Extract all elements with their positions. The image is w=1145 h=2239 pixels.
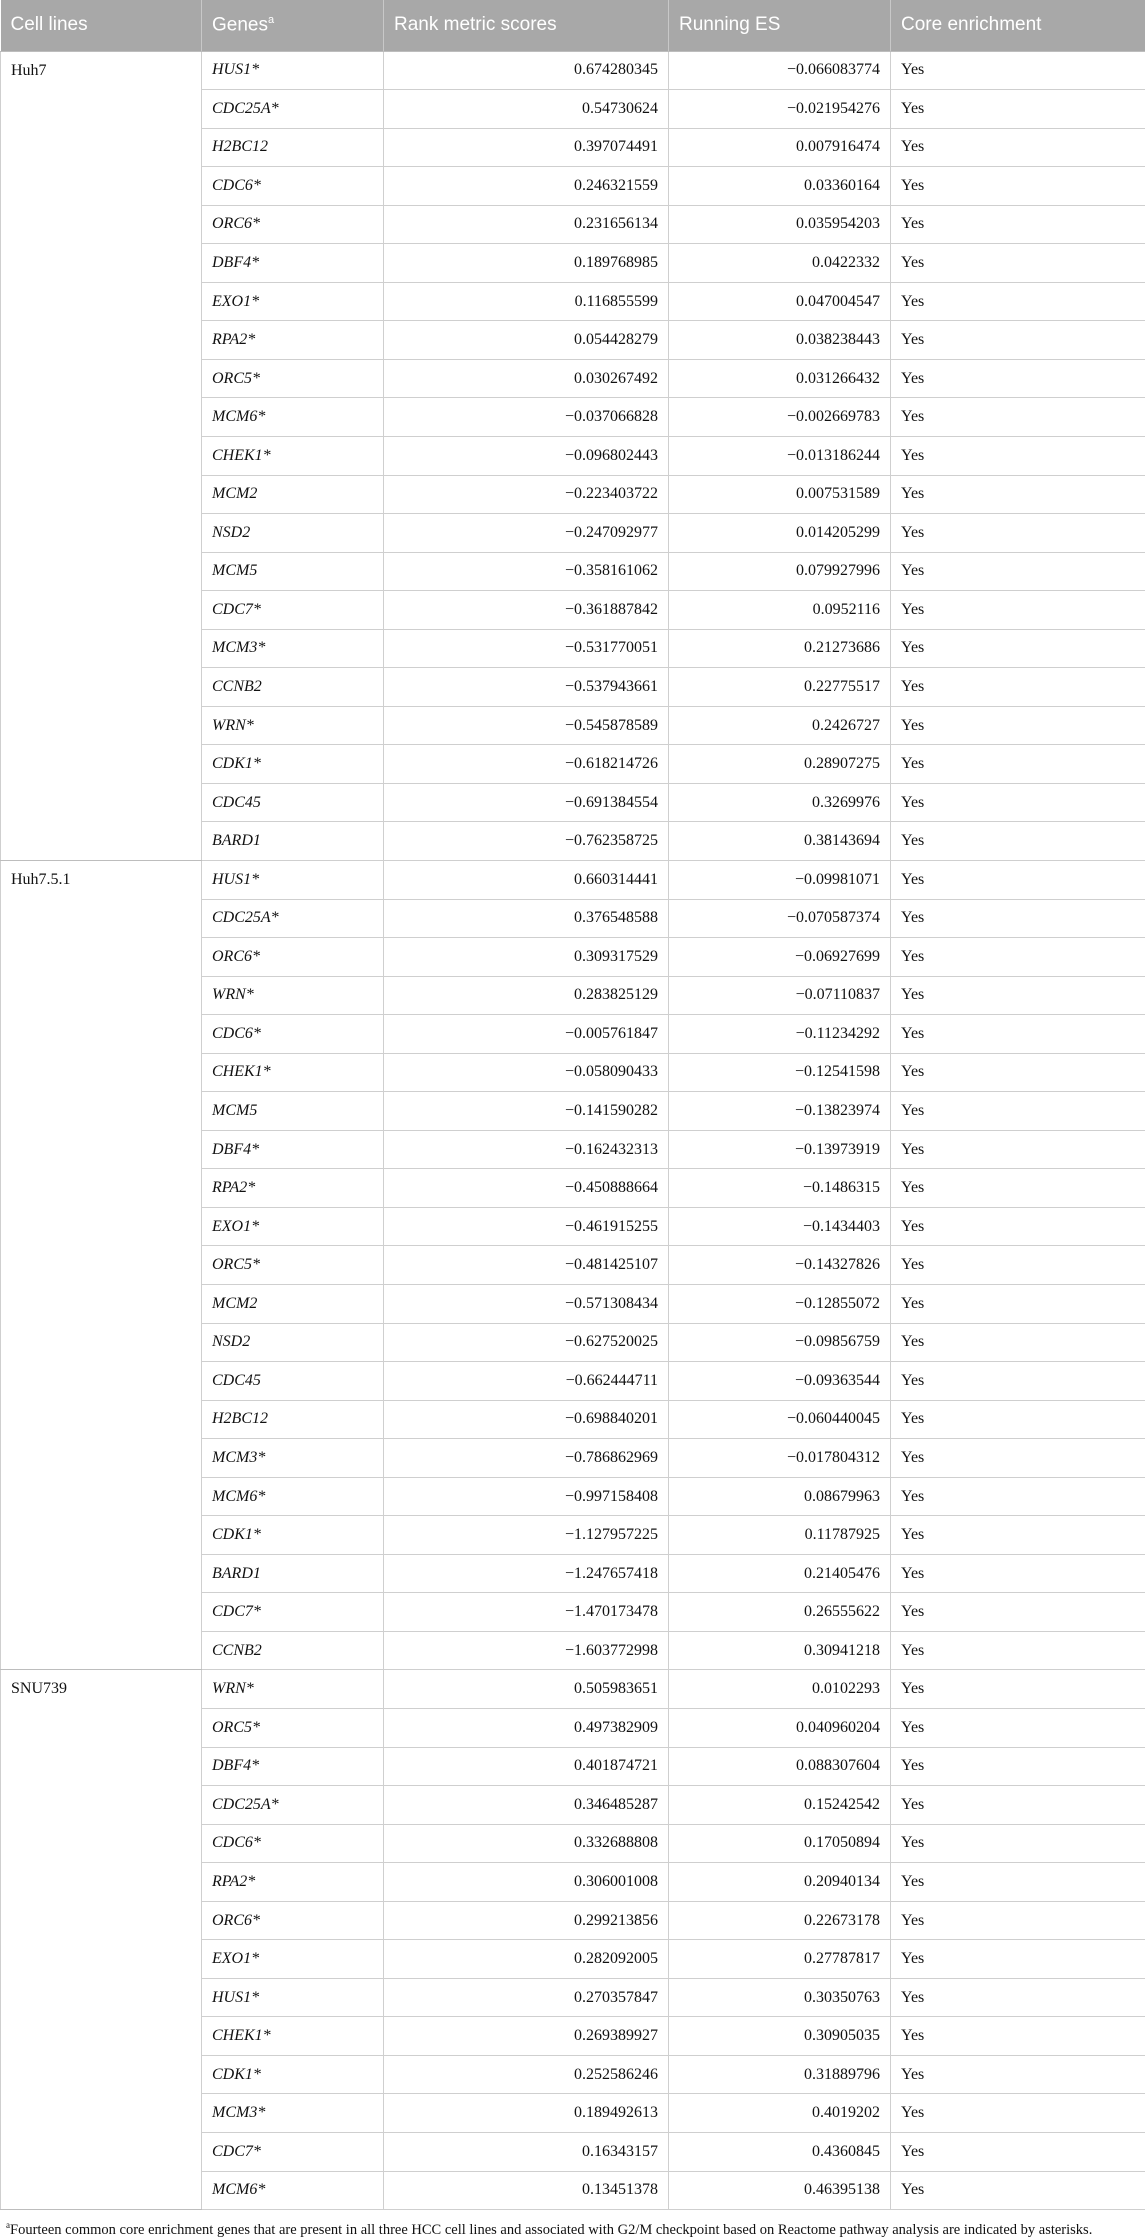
gene-cell: H2BC12 [202, 128, 384, 167]
running-es-cell: 0.21273686 [669, 629, 891, 668]
rank-metric-score-cell: 0.246321559 [384, 167, 669, 206]
rank-metric-score-cell: 0.16343157 [384, 2133, 669, 2172]
running-es-cell: −0.060440045 [669, 1400, 891, 1439]
core-enrichment-cell: Yes [891, 90, 1145, 129]
core-enrichment-cell: Yes [891, 668, 1145, 707]
core-enrichment-cell: Yes [891, 1670, 1145, 1709]
gene-cell: CDK1* [202, 1516, 384, 1555]
table-row [1, 1670, 1145, 1709]
gene-cell: ORC6* [202, 1901, 384, 1940]
running-es-cell: −0.09981071 [669, 860, 891, 899]
gene-cell: ORC5* [202, 359, 384, 398]
running-es-cell: −0.013186244 [669, 436, 891, 475]
gene-cell: MCM6* [202, 1477, 384, 1516]
running-es-cell: 0.21405476 [669, 1554, 891, 1593]
running-es-cell: 0.0952116 [669, 591, 891, 630]
running-es-cell: 0.28907275 [669, 745, 891, 784]
rank-metric-score-cell: 0.306001008 [384, 1863, 669, 1902]
running-es-cell: 0.035954203 [669, 205, 891, 244]
gene-cell: ORC5* [202, 1709, 384, 1748]
running-es-cell: 0.22775517 [669, 668, 891, 707]
header-core-enrichment [891, 0, 1145, 51]
table-header [1, 0, 1145, 51]
running-es-cell: −0.14327826 [669, 1246, 891, 1285]
running-es-cell: −0.13973919 [669, 1130, 891, 1169]
gene-cell: DBF4* [202, 1747, 384, 1786]
core-enrichment-cell: Yes [891, 1130, 1145, 1169]
core-enrichment-cell: Yes [891, 282, 1145, 321]
running-es-cell: 0.4019202 [669, 2094, 891, 2133]
running-es-cell: 0.27787817 [669, 1940, 891, 1979]
core-enrichment-cell: Yes [891, 1709, 1145, 1748]
core-enrichment-cell: Yes [891, 321, 1145, 360]
rank-metric-score-cell: 0.505983651 [384, 1670, 669, 1709]
core-enrichment-cell: Yes [891, 1901, 1145, 1940]
running-es-cell: −0.1486315 [669, 1169, 891, 1208]
core-enrichment-cell: Yes [891, 2133, 1145, 2172]
cell-line-label: SNU739 [1, 1670, 202, 2210]
running-es-cell: −0.07110837 [669, 976, 891, 1015]
running-es-cell: 0.31889796 [669, 2055, 891, 2094]
gene-cell: WRN* [202, 1670, 384, 1709]
core-enrichment-cell: Yes [891, 1940, 1145, 1979]
gene-cell: CDC7* [202, 591, 384, 630]
running-es-cell: 0.46395138 [669, 2171, 891, 2210]
running-es-cell: 0.08679963 [669, 1477, 891, 1516]
header-core-label: Core enrichment [901, 14, 1041, 35]
core-enrichment-cell: Yes [891, 1747, 1145, 1786]
running-es-cell: −0.12855072 [669, 1285, 891, 1324]
gene-cell: CCNB2 [202, 1631, 384, 1670]
core-enrichment-cell: Yes [891, 1824, 1145, 1863]
gene-cell: ORC6* [202, 205, 384, 244]
rank-metric-score-cell: −0.997158408 [384, 1477, 669, 1516]
gene-cell: CDC45 [202, 783, 384, 822]
table-footnote [0, 2210, 1145, 2239]
core-enrichment-cell: Yes [891, 514, 1145, 553]
header-cell-lines-label: Cell lines [11, 14, 88, 35]
gene-cell: HUS1* [202, 860, 384, 899]
core-enrichment-cell: Yes [891, 2017, 1145, 2056]
rank-metric-score-cell: 0.497382909 [384, 1709, 669, 1748]
gene-cell: CDC25A* [202, 1786, 384, 1825]
core-enrichment-cell: Yes [891, 398, 1145, 437]
gene-cell: HUS1* [202, 1978, 384, 2017]
gene-cell: HUS1* [202, 51, 384, 90]
running-es-cell: 0.014205299 [669, 514, 891, 553]
running-es-cell: −0.017804312 [669, 1439, 891, 1478]
rank-metric-score-cell: −0.545878589 [384, 706, 669, 745]
footnote-marker: a [6, 2220, 10, 2230]
running-es-cell: 0.047004547 [669, 282, 891, 321]
gene-cell: DBF4* [202, 1130, 384, 1169]
gene-cell: ORC6* [202, 938, 384, 977]
gene-cell: MCM2 [202, 1285, 384, 1324]
rank-metric-score-cell: 0.660314441 [384, 860, 669, 899]
rank-metric-score-cell: 0.270357847 [384, 1978, 669, 2017]
running-es-cell: −0.021954276 [669, 90, 891, 129]
core-enrichment-cell: Yes [891, 475, 1145, 514]
running-es-cell: −0.066083774 [669, 51, 891, 90]
running-es-cell: 0.007916474 [669, 128, 891, 167]
core-enrichment-cell: Yes [891, 629, 1145, 668]
rank-metric-score-cell: 0.674280345 [384, 51, 669, 90]
core-enrichment-cell: Yes [891, 2171, 1145, 2210]
running-es-cell: 0.30350763 [669, 1978, 891, 2017]
core-enrichment-cell: Yes [891, 1246, 1145, 1285]
running-es-cell: 0.17050894 [669, 1824, 891, 1863]
rank-metric-score-cell: −0.358161062 [384, 552, 669, 591]
core-enrichment-cell: Yes [891, 2094, 1145, 2133]
running-es-cell: −0.11234292 [669, 1015, 891, 1054]
gene-cell: CDC7* [202, 2133, 384, 2172]
rank-metric-score-cell: −0.762358725 [384, 822, 669, 861]
rank-metric-score-cell: −0.450888664 [384, 1169, 669, 1208]
header-cell-lines [1, 0, 202, 51]
rank-metric-score-cell: −0.481425107 [384, 1246, 669, 1285]
table-body [1, 51, 1145, 2210]
running-es-cell: 0.30905035 [669, 2017, 891, 2056]
core-enrichment-cell: Yes [891, 51, 1145, 90]
core-enrichment-cell: Yes [891, 1786, 1145, 1825]
rank-metric-score-cell: −0.141590282 [384, 1092, 669, 1131]
rank-metric-score-cell: 0.54730624 [384, 90, 669, 129]
gene-cell: H2BC12 [202, 1400, 384, 1439]
table-row [1, 51, 1145, 90]
gene-cell: MCM3* [202, 629, 384, 668]
gene-cell: WRN* [202, 706, 384, 745]
gene-cell: WRN* [202, 976, 384, 1015]
gene-cell: NSD2 [202, 514, 384, 553]
running-es-cell: 0.38143694 [669, 822, 891, 861]
gene-cell: CDC25A* [202, 90, 384, 129]
core-enrichment-cell: Yes [891, 1439, 1145, 1478]
gene-cell: CHEK1* [202, 2017, 384, 2056]
running-es-cell: −0.06927699 [669, 938, 891, 977]
gene-cell: RPA2* [202, 321, 384, 360]
core-enrichment-cell: Yes [891, 1169, 1145, 1208]
rank-metric-score-cell: −0.698840201 [384, 1400, 669, 1439]
core-enrichment-cell: Yes [891, 976, 1145, 1015]
gene-cell: EXO1* [202, 1940, 384, 1979]
core-enrichment-cell: Yes [891, 1362, 1145, 1401]
core-enrichment-cell: Yes [891, 1015, 1145, 1054]
gene-cell: CCNB2 [202, 668, 384, 707]
rank-metric-score-cell: −1.127957225 [384, 1516, 669, 1555]
gene-cell: CDC6* [202, 167, 384, 206]
core-enrichment-cell: Yes [891, 552, 1145, 591]
rank-metric-score-cell: 0.282092005 [384, 1940, 669, 1979]
gene-cell: EXO1* [202, 1207, 384, 1246]
running-es-cell: −0.13823974 [669, 1092, 891, 1131]
cell-line-label: Huh7.5.1 [1, 860, 202, 1669]
header-genes [202, 0, 384, 51]
gene-cell: CHEK1* [202, 436, 384, 475]
rank-metric-score-cell: −0.537943661 [384, 668, 669, 707]
core-enrichment-cell: Yes [891, 1978, 1145, 2017]
rank-metric-score-cell: −0.037066828 [384, 398, 669, 437]
core-enrichment-cell: Yes [891, 822, 1145, 861]
core-enrichment-cell: Yes [891, 1554, 1145, 1593]
rank-metric-score-cell: 0.252586246 [384, 2055, 669, 2094]
header-running-label: Running ES [679, 14, 780, 35]
rank-metric-score-cell: −1.603772998 [384, 1631, 669, 1670]
header-rank-label: Rank metric scores [394, 14, 557, 35]
core-enrichment-cell: Yes [891, 938, 1145, 977]
core-enrichment-cell: Yes [891, 860, 1145, 899]
core-enrichment-cell: Yes [891, 745, 1145, 784]
rank-metric-score-cell: −0.627520025 [384, 1323, 669, 1362]
core-enrichment-cell: Yes [891, 706, 1145, 745]
gene-cell: DBF4* [202, 244, 384, 283]
gene-cell: MCM6* [202, 398, 384, 437]
rank-metric-score-cell: −0.058090433 [384, 1053, 669, 1092]
rank-metric-score-cell: 0.332688808 [384, 1824, 669, 1863]
header-genes-footnote-marker: a [268, 14, 274, 26]
header-row [1, 0, 1145, 51]
running-es-cell: 0.088307604 [669, 1747, 891, 1786]
core-enrichment-cell: Yes [891, 167, 1145, 206]
rank-metric-score-cell: −0.361887842 [384, 591, 669, 630]
core-enrichment-cell: Yes [891, 1593, 1145, 1632]
core-enrichment-cell: Yes [891, 783, 1145, 822]
gene-cell: BARD1 [202, 1554, 384, 1593]
header-genes-label: Genes [212, 14, 268, 35]
rank-metric-score-cell: −0.786862969 [384, 1439, 669, 1478]
core-enrichment-cell: Yes [891, 128, 1145, 167]
gene-cell: MCM5 [202, 1092, 384, 1131]
running-es-cell: 0.031266432 [669, 359, 891, 398]
core-enrichment-cell: Yes [891, 1631, 1145, 1670]
rank-metric-score-cell: −0.162432313 [384, 1130, 669, 1169]
core-enrichment-cell: Yes [891, 1323, 1145, 1362]
rank-metric-score-cell: −0.223403722 [384, 475, 669, 514]
gene-cell: NSD2 [202, 1323, 384, 1362]
rank-metric-score-cell: 0.397074491 [384, 128, 669, 167]
rank-metric-score-cell: −1.247657418 [384, 1554, 669, 1593]
core-enrichment-cell: Yes [891, 1092, 1145, 1131]
running-es-cell: 0.0422332 [669, 244, 891, 283]
running-es-cell: 0.0102293 [669, 1670, 891, 1709]
rank-metric-score-cell: 0.283825129 [384, 976, 669, 1015]
core-enrichment-cell: Yes [891, 436, 1145, 475]
rank-metric-score-cell: −0.461915255 [384, 1207, 669, 1246]
gene-cell: MCM3* [202, 1439, 384, 1478]
core-enrichment-cell: Yes [891, 205, 1145, 244]
running-es-cell: −0.1434403 [669, 1207, 891, 1246]
gene-cell: BARD1 [202, 822, 384, 861]
gene-cell: MCM2 [202, 475, 384, 514]
rank-metric-score-cell: 0.189492613 [384, 2094, 669, 2133]
gene-cell: CDC7* [202, 1593, 384, 1632]
core-enrichment-cell: Yes [891, 2055, 1145, 2094]
core-enrichment-cell: Yes [891, 1516, 1145, 1555]
header-rank-metric-scores [384, 0, 669, 51]
core-enrichment-cell: Yes [891, 1207, 1145, 1246]
running-es-cell: 0.038238443 [669, 321, 891, 360]
rank-metric-score-cell: −0.247092977 [384, 514, 669, 553]
running-es-cell: 0.4360845 [669, 2133, 891, 2172]
gene-cell: MCM5 [202, 552, 384, 591]
running-es-cell: −0.09363544 [669, 1362, 891, 1401]
running-es-cell: 0.30941218 [669, 1631, 891, 1670]
gene-cell: CDC6* [202, 1824, 384, 1863]
running-es-cell: −0.09856759 [669, 1323, 891, 1362]
rank-metric-score-cell: −0.662444711 [384, 1362, 669, 1401]
running-es-cell: 0.007531589 [669, 475, 891, 514]
table-row [1, 860, 1145, 899]
rank-metric-score-cell: 0.299213856 [384, 1901, 669, 1940]
rank-metric-score-cell: −1.470173478 [384, 1593, 669, 1632]
rank-metric-score-cell: −0.571308434 [384, 1285, 669, 1324]
running-es-cell: 0.22673178 [669, 1901, 891, 1940]
core-enrichment-cell: Yes [891, 1285, 1145, 1324]
running-es-cell: −0.12541598 [669, 1053, 891, 1092]
rank-metric-score-cell: −0.005761847 [384, 1015, 669, 1054]
gene-cell: RPA2* [202, 1169, 384, 1208]
rank-metric-score-cell: −0.531770051 [384, 629, 669, 668]
gene-cell: CHEK1* [202, 1053, 384, 1092]
rank-metric-score-cell: 0.269389927 [384, 2017, 669, 2056]
core-enrichment-cell: Yes [891, 359, 1145, 398]
core-enrichment-cell: Yes [891, 591, 1145, 630]
gene-cell: RPA2* [202, 1863, 384, 1902]
running-es-cell: −0.070587374 [669, 899, 891, 938]
gene-cell: CDK1* [202, 2055, 384, 2094]
core-enrichment-cell: Yes [891, 1477, 1145, 1516]
rank-metric-score-cell: 0.189768985 [384, 244, 669, 283]
rank-metric-score-cell: 0.054428279 [384, 321, 669, 360]
core-enrichment-cell: Yes [891, 1863, 1145, 1902]
running-es-cell: −0.002669783 [669, 398, 891, 437]
gene-cell: CDC6* [202, 1015, 384, 1054]
running-es-cell: 0.2426727 [669, 706, 891, 745]
running-es-cell: 0.20940134 [669, 1863, 891, 1902]
running-es-cell: 0.15242542 [669, 1786, 891, 1825]
rank-metric-score-cell: 0.309317529 [384, 938, 669, 977]
core-enrichment-cell: Yes [891, 1400, 1145, 1439]
rank-metric-score-cell: 0.030267492 [384, 359, 669, 398]
rank-metric-score-cell: 0.346485287 [384, 1786, 669, 1825]
rank-metric-score-cell: −0.096802443 [384, 436, 669, 475]
rank-metric-score-cell: 0.376548588 [384, 899, 669, 938]
running-es-cell: 0.3269976 [669, 783, 891, 822]
rank-metric-score-cell: 0.401874721 [384, 1747, 669, 1786]
rank-metric-score-cell: 0.13451378 [384, 2171, 669, 2210]
gene-cell: MCM3* [202, 2094, 384, 2133]
gene-cell: CDC45 [202, 1362, 384, 1401]
cell-line-label: Huh7 [1, 51, 202, 860]
running-es-cell: 0.040960204 [669, 1709, 891, 1748]
gene-cell: ORC5* [202, 1246, 384, 1285]
rank-metric-score-cell: 0.231656134 [384, 205, 669, 244]
gene-cell: MCM6* [202, 2171, 384, 2210]
gene-cell: CDK1* [202, 745, 384, 784]
rank-metric-score-cell: 0.116855599 [384, 282, 669, 321]
rank-metric-score-cell: −0.618214726 [384, 745, 669, 784]
core-enrichment-cell: Yes [891, 1053, 1145, 1092]
gene-cell: CDC25A* [202, 899, 384, 938]
running-es-cell: 0.11787925 [669, 1516, 891, 1555]
footnote-text: Fourteen common core enrichment genes that are present in all three HCC cell lines and associated with G2/M checkpoint based on Reactome pathway analysis are indicated by asterisks. [10, 2222, 1092, 2238]
header-running-es [669, 0, 891, 51]
core-enrichment-cell: Yes [891, 899, 1145, 938]
running-es-cell: 0.26555622 [669, 1593, 891, 1632]
core-enrichment-cell: Yes [891, 244, 1145, 283]
gene-cell: EXO1* [202, 282, 384, 321]
running-es-cell: 0.079927996 [669, 552, 891, 591]
rank-metric-score-cell: −0.691384554 [384, 783, 669, 822]
running-es-cell: 0.03360164 [669, 167, 891, 206]
